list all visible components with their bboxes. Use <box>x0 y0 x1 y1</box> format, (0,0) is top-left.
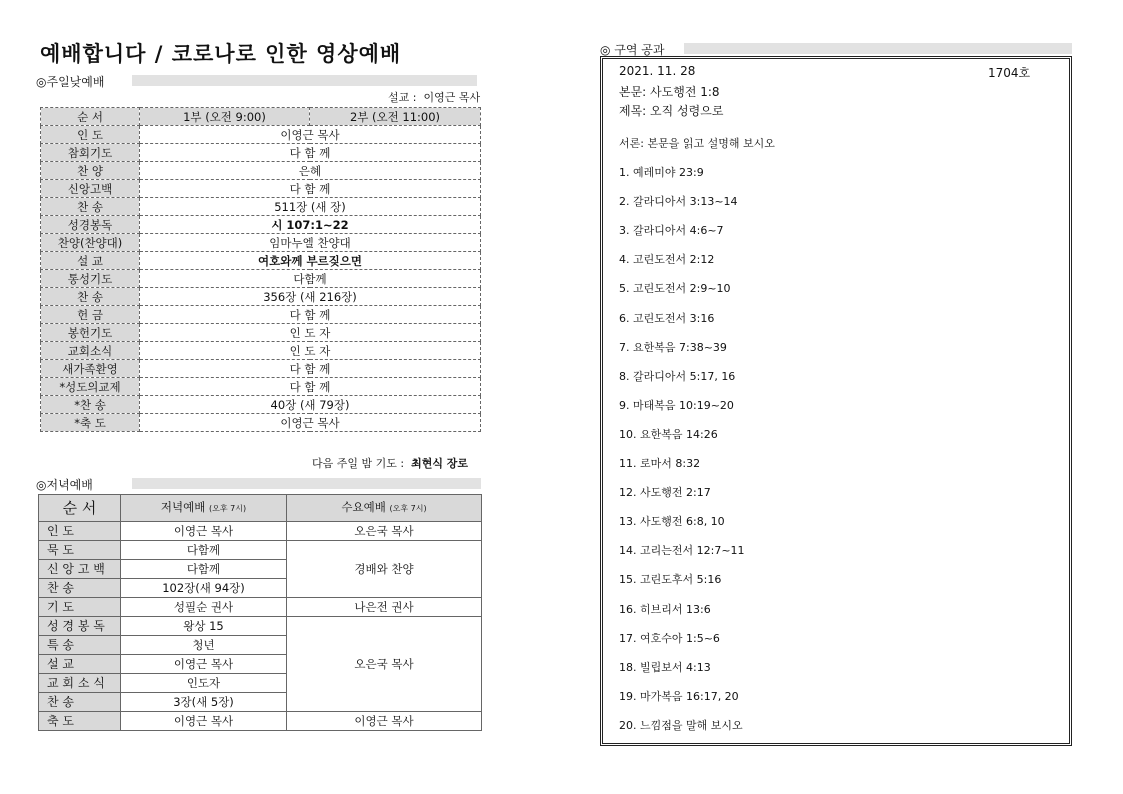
wednesday-service-value: 나은전 권사 <box>287 598 482 617</box>
lesson-question: 6. 고린도전서 3:16 <box>619 311 715 325</box>
order-label: 성 경 봉 독 <box>39 617 121 636</box>
order-label: 성경봉독 <box>41 216 140 234</box>
evening-service-value: 3장(새 5장) <box>121 693 287 712</box>
order-label: 참회기도 <box>41 144 140 162</box>
lesson-question: 10. 요한복음 14:26 <box>619 427 718 441</box>
section-bar <box>684 43 1072 54</box>
lesson-date: 2021. 11. 28 <box>619 64 696 78</box>
table-header-row <box>39 495 482 522</box>
order-value: 인 도 자 <box>140 342 481 360</box>
table-row <box>41 234 481 252</box>
lesson-question: 16. 히브리서 13:6 <box>619 602 711 616</box>
order-label: 통성기도 <box>41 270 140 288</box>
table-row <box>41 324 481 342</box>
order-label: 찬양(찬양대) <box>41 234 140 252</box>
lesson-question: 1. 예레미야 23:9 <box>619 166 704 179</box>
evening-service-value: 이영근 목사 <box>121 712 287 731</box>
order-value: 다 함 께 <box>140 378 481 396</box>
evening-section-title: ◎저녁예배 <box>36 478 93 492</box>
order-label: *축 도 <box>41 414 140 432</box>
lesson-question: 5. 고린도전서 2:9~10 <box>619 282 731 296</box>
lesson-section-title: ◎ 구역 공과 <box>600 43 665 57</box>
order-label: 설 교 <box>39 655 121 674</box>
lesson-box <box>600 56 1072 746</box>
table-row <box>41 270 481 288</box>
col-wednesday-time: (오후 7시) <box>389 504 427 513</box>
table-row <box>39 522 482 541</box>
table-row <box>41 126 481 144</box>
table-row <box>41 198 481 216</box>
evening-service-value: 이영근 목사 <box>121 655 287 674</box>
order-label: 인 도 <box>39 522 121 541</box>
order-label: 설 교 <box>41 252 140 270</box>
table-header-row <box>41 108 481 126</box>
evening-service-table <box>38 494 482 731</box>
evening-service-value: 인도자 <box>121 674 287 693</box>
lesson-text-reference: 본문: 사도행전 1:8 <box>619 85 720 99</box>
order-label: 축 도 <box>39 712 121 731</box>
col-evening-label: 저녁예배 <box>160 500 206 514</box>
sunday-service-table <box>40 107 481 432</box>
table-row <box>41 144 481 162</box>
lesson-issue: 1704호 <box>988 66 1031 80</box>
lesson-subject: 제목: 오직 성령으로 <box>619 104 724 118</box>
table-row <box>39 598 482 617</box>
order-label: 인 도 <box>41 126 140 144</box>
order-label: 새가족환영 <box>41 360 140 378</box>
order-value: 은혜 <box>140 162 481 180</box>
next-prayer-label: 다음 주일 밤 기도 : <box>312 457 405 470</box>
order-label: 찬 송 <box>39 693 121 712</box>
table-row <box>41 360 481 378</box>
order-label: 찬 양 <box>41 162 140 180</box>
wednesday-service-value: 이영근 목사 <box>287 712 482 731</box>
page-title: 예배합니다 / 코로나로 인한 영상예배 <box>40 42 402 66</box>
evening-service-value: 왕상 15 <box>121 617 287 636</box>
lesson-question: 8. 갈라디아서 5:17, 16 <box>619 369 736 383</box>
col-evening-header <box>121 495 287 522</box>
order-value: 다 함 께 <box>140 306 481 324</box>
order-label: 찬 송 <box>41 288 140 306</box>
evening-service-value: 이영근 목사 <box>121 522 287 541</box>
order-value: 다함께 <box>140 270 481 288</box>
wednesday-service-value: 오은국 목사 <box>287 522 482 541</box>
lesson-question: 14. 고리는전서 12:7~11 <box>619 544 745 558</box>
order-value: 511장 (새 장) <box>140 198 481 216</box>
table-row <box>39 617 482 636</box>
wednesday-service-value: 경배와 찬양 <box>287 541 482 598</box>
table-row <box>41 288 481 306</box>
table-row <box>41 342 481 360</box>
order-label: 교회소식 <box>41 342 140 360</box>
order-label: *찬 송 <box>41 396 140 414</box>
order-label: 찬 송 <box>41 198 140 216</box>
order-value: 인 도 자 <box>140 324 481 342</box>
order-value: 다 함 께 <box>140 180 481 198</box>
col-evening-time: (오후 7시) <box>209 504 247 513</box>
section-bar <box>132 478 481 489</box>
lesson-intro: 서론: 본문을 읽고 설명해 보시오 <box>619 137 775 150</box>
order-value: 다 함 께 <box>140 144 481 162</box>
table-row <box>41 216 481 234</box>
order-label: 특 송 <box>39 636 121 655</box>
table-row <box>39 712 482 731</box>
table-row <box>41 306 481 324</box>
evening-service-value: 다함께 <box>121 560 287 579</box>
table-row <box>41 378 481 396</box>
evening-service-value: 성필순 권사 <box>121 598 287 617</box>
lesson-question: 13. 사도행전 6:8, 10 <box>619 515 725 529</box>
lesson-question: 7. 요한복음 7:38~39 <box>619 340 727 354</box>
order-label: 봉헌기도 <box>41 324 140 342</box>
order-value: 여호와께 부르짖으면 <box>140 252 481 270</box>
order-label: *성도의교제 <box>41 378 140 396</box>
evening-service-value: 청년 <box>121 636 287 655</box>
order-value: 다 함 께 <box>140 360 481 378</box>
lesson-question: 20. 느낌점을 말해 보시오 <box>619 718 743 732</box>
lesson-question: 15. 고린도후서 5:16 <box>619 573 722 587</box>
next-prayer <box>312 455 468 471</box>
table-row <box>39 541 482 560</box>
col-wednesday-header <box>287 495 482 522</box>
order-label: 묵 도 <box>39 541 121 560</box>
wednesday-service-value: 오은국 목사 <box>287 617 482 712</box>
lesson-question: 3. 갈라디아서 4:6~7 <box>619 224 724 238</box>
order-value: 시 107:1~22 <box>140 216 481 234</box>
lesson-question: 18. 빌립보서 4:13 <box>619 660 711 674</box>
col-order-header: 순 서 <box>39 495 121 522</box>
order-value: 356장 (새 216장) <box>140 288 481 306</box>
order-label: 교 회 소 식 <box>39 674 121 693</box>
lesson-question: 17. 여호수아 1:5~6 <box>619 631 720 645</box>
col-second-service-header: 2부 (오전 11:00) <box>310 108 481 126</box>
order-value: 40장 (새 79장) <box>140 396 481 414</box>
table-row <box>41 180 481 198</box>
lesson-question: 4. 고린도전서 2:12 <box>619 253 715 267</box>
sermon-preacher <box>388 89 480 105</box>
sermon-label: 설교 : <box>388 91 417 104</box>
order-value: 이영근 목사 <box>140 414 481 432</box>
next-prayer-name: 최현식 장로 <box>411 457 469 470</box>
evening-service-value: 102장(새 94장) <box>121 579 287 598</box>
col-order-header: 순 서 <box>41 108 140 126</box>
sunday-section-title: ◎주일낮예배 <box>36 75 105 89</box>
col-first-service-header: 1부 (오전 9:00) <box>140 108 310 126</box>
lesson-question: 2. 갈라디아서 3:13~14 <box>619 195 738 209</box>
col-wednesday-label: 수요예배 <box>341 500 386 514</box>
table-row <box>41 396 481 414</box>
order-value: 이영근 목사 <box>140 126 481 144</box>
lesson-question: 9. 마태복음 10:19~20 <box>619 398 734 412</box>
order-label: 기 도 <box>39 598 121 617</box>
order-label: 신앙고백 <box>41 180 140 198</box>
table-row <box>41 252 481 270</box>
lesson-question: 19. 마가복음 16:17, 20 <box>619 689 739 703</box>
order-label: 찬 송 <box>39 579 121 598</box>
order-label: 헌 금 <box>41 306 140 324</box>
section-bar <box>132 75 477 86</box>
table-row <box>41 414 481 432</box>
sermon-name: 이영근 목사 <box>423 91 481 104</box>
lesson-question: 11. 로마서 8:32 <box>619 457 701 470</box>
order-label: 신 앙 고 백 <box>39 560 121 579</box>
order-value: 임마누엘 찬양대 <box>140 234 481 252</box>
evening-service-value: 다함께 <box>121 541 287 560</box>
table-row <box>41 162 481 180</box>
lesson-question: 12. 사도행전 2:17 <box>619 486 711 500</box>
